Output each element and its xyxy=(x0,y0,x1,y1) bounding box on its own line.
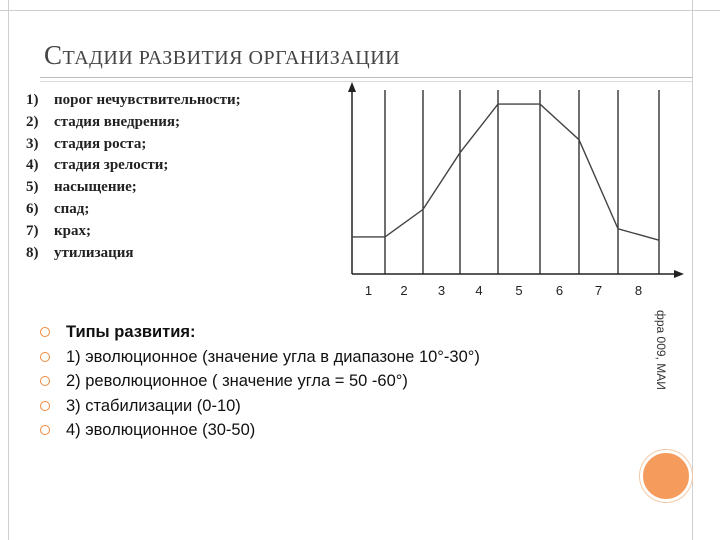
bullet-text: Типы развития: xyxy=(66,323,196,341)
stage-number: 6) xyxy=(26,200,39,217)
stage-text: насыщение; xyxy=(54,179,137,196)
stage-number: 8) xyxy=(26,244,39,261)
stage-text: стадия зрелости; xyxy=(54,157,169,174)
stage-text: стадия роста; xyxy=(54,135,147,152)
stage-text: крах; xyxy=(54,222,91,239)
x-tick-label: 5 xyxy=(515,283,523,298)
stage-text: утилизация xyxy=(54,244,134,261)
lifecycle-curve xyxy=(352,104,659,240)
side-footer-note: фра 009, МАИ xyxy=(654,310,668,390)
bullet-text: 1) эволюционное (значение угла в диапазоне 10°-30°) xyxy=(66,347,480,366)
bullet-circle-icon xyxy=(40,425,50,435)
x-tick-label: 2 xyxy=(400,283,408,298)
x-tick-label: 3 xyxy=(437,283,446,298)
bullet-circle-icon xyxy=(40,327,50,337)
x-axis-arrow-icon xyxy=(674,270,684,278)
x-tick-label: 8 xyxy=(634,283,643,298)
slide-title-rest: ТАДИИ РАЗВИТИЯ ОРГАНИЗАЦИИ xyxy=(62,47,401,69)
orange-circle-decoration xyxy=(640,450,692,502)
stage-text: стадия внедрения; xyxy=(54,113,180,130)
slide-title-initial: С xyxy=(44,40,63,70)
bullet-circle-icon xyxy=(40,376,50,386)
stage-text: порог нечувствительности; xyxy=(54,92,241,108)
bullet-text: 3) стабилизации (0-10) xyxy=(66,396,241,415)
x-tick-label: 1 xyxy=(364,283,373,298)
stage-number: 4) xyxy=(26,157,39,174)
bullet-text: 2) революционное ( значение угла = 50 -60°) xyxy=(66,372,408,390)
stage-number: 1) xyxy=(26,92,39,108)
x-tick-label: 7 xyxy=(594,283,603,298)
y-axis-arrow-icon xyxy=(348,82,356,92)
bullet-circle-icon xyxy=(40,401,50,411)
stage-number: 5) xyxy=(26,179,39,196)
bullet-circle-icon xyxy=(40,352,50,362)
x-tick-label: 6 xyxy=(555,283,564,298)
stage-number: 7) xyxy=(26,222,39,239)
bullet-text: 4) эволюционное (30-50) xyxy=(66,421,256,439)
x-tick-label: 4 xyxy=(475,283,483,298)
stage-number: 2) xyxy=(26,113,39,130)
stage-text: спад; xyxy=(54,200,90,217)
stage-number: 3) xyxy=(26,135,39,152)
